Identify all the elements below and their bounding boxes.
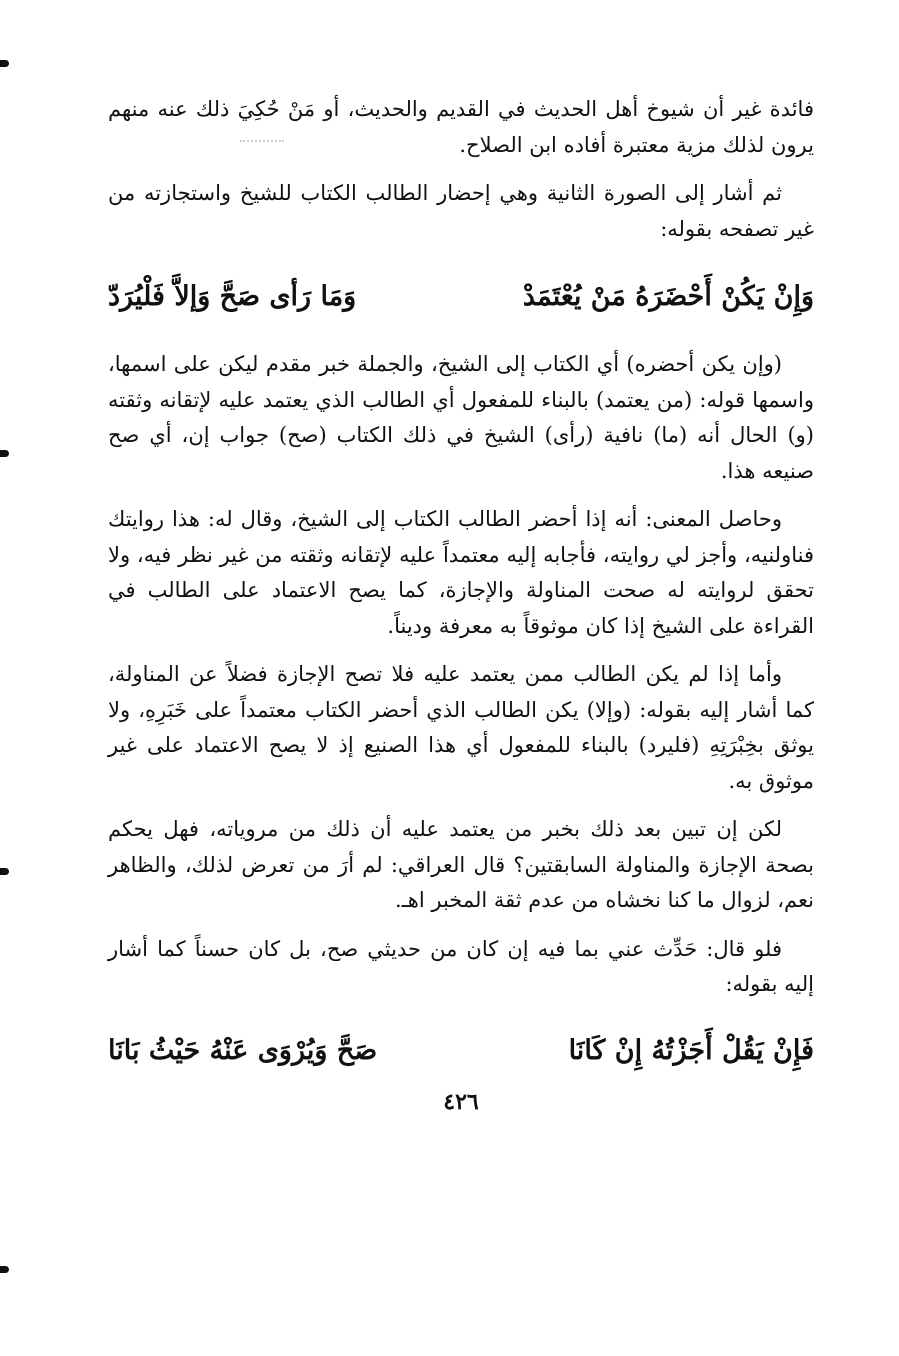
paragraph-4: وحاصل المعنى: أنه إذا أحضر الطالب الكتاب إلى الشيخ، وقال له: هذا روايتك فناولنيه، وأجز لي روايته، فأجابه إليه معتمداً عليه لإتقانه وثقته من غير نظر فيه، ولا تحقق لروايته له صحت المناولة والإجازة، كما يصح الاعتماد على الطالب في القراءة على الشيخ إذا كان موثوقاً به معرفة وديناً. [108,507,814,638]
verse-line-1 [108,277,814,317]
scan-edge-mark [0,868,9,875]
paragraph-3: (وإن يكن أحضره) أي الكتاب إلى الشيخ، والجملة خبر مقدم ليكن على اسمها، واسمها قوله: (من يعتمد) بالبناء للمفعول أي الطالب الذي يعتمد عليه لإتقانه وثقته (و) الحال أنه (ما) نافية (رأى) الشيخ في ذلك الكتاب (صح) جواب إن، أي صح صنيعه هذا. [108,352,814,483]
verse-2-first-hemistich: فَإِنْ يَقُلْ أَجَزْتُهُ إِنْ كَانَا [568,1034,814,1066]
verse-1-second-hemistich: وَمَا رَأى صَحَّ وَإلاَّ فَلْيُرَدّ [108,281,357,312]
paragraph-7: فلو قال: حَدِّث عني بما فيه إن كان من حديثي صح، بل كان حسناً كما أشار إليه بقوله: [108,936,814,996]
page-number: ٤٢٦ [443,1088,479,1115]
verse-1-first-hemistich: وَإِنْ يَكُنْ أَحْضَرَهُ مَنْ يُعْتَمَدْ [522,281,814,312]
document-page [108,92,814,1115]
verse-line-2 [108,1031,814,1071]
paragraph-5: وأما إذا لم يكن الطالب ممن يعتمد عليه فلا تصح الإجازة فضلاً عن المناولة، كما أشار إليه بقوله: (وإلا) يكن الطالب الذي أحضر الكتاب معتمداً على خَبَرِهِ، ولا يوثق بخِبْرَتِهِ (فليرد) بالبناء للمفعول أي هذا الصنيع إذ لا يصح الاعتماد على غير موثوق به. [108,662,814,793]
paragraph-1: فائدة غير أن شيوخ أهل الحديث في القديم والحديث، أو مَنْ حُكِيَ ذلك عنه منهم يرون لذلك مزية معتبرة أفاده ابن الصلاح. [108,97,814,157]
scan-edge-mark [0,1266,9,1273]
paragraph-2: ثم أشار إلى الصورة الثانية وهي إحضار الطالب الكتاب للشيخ واستجازته من غير تصفحه بقوله: [108,181,814,241]
verse-2-second-hemistich: صَحَّ وَيُرْوَى عَنْهُ حَيْثُ بَانَا [108,1034,378,1066]
scan-edge-mark [0,60,9,67]
scan-edge-mark [0,450,9,457]
paragraph-6: لكن إن تبين بعد ذلك بخبر من يعتمد عليه أن ذلك من مروياته، فهل يحكم بصحة الإجازة والمناولة السابقتين؟ قال العراقي: لم أرَ من تعرض لذلك، والظاهر نعم، لزوال ما كنا نخشاه من عدم ثقة المخبر اهـ. [108,817,814,912]
